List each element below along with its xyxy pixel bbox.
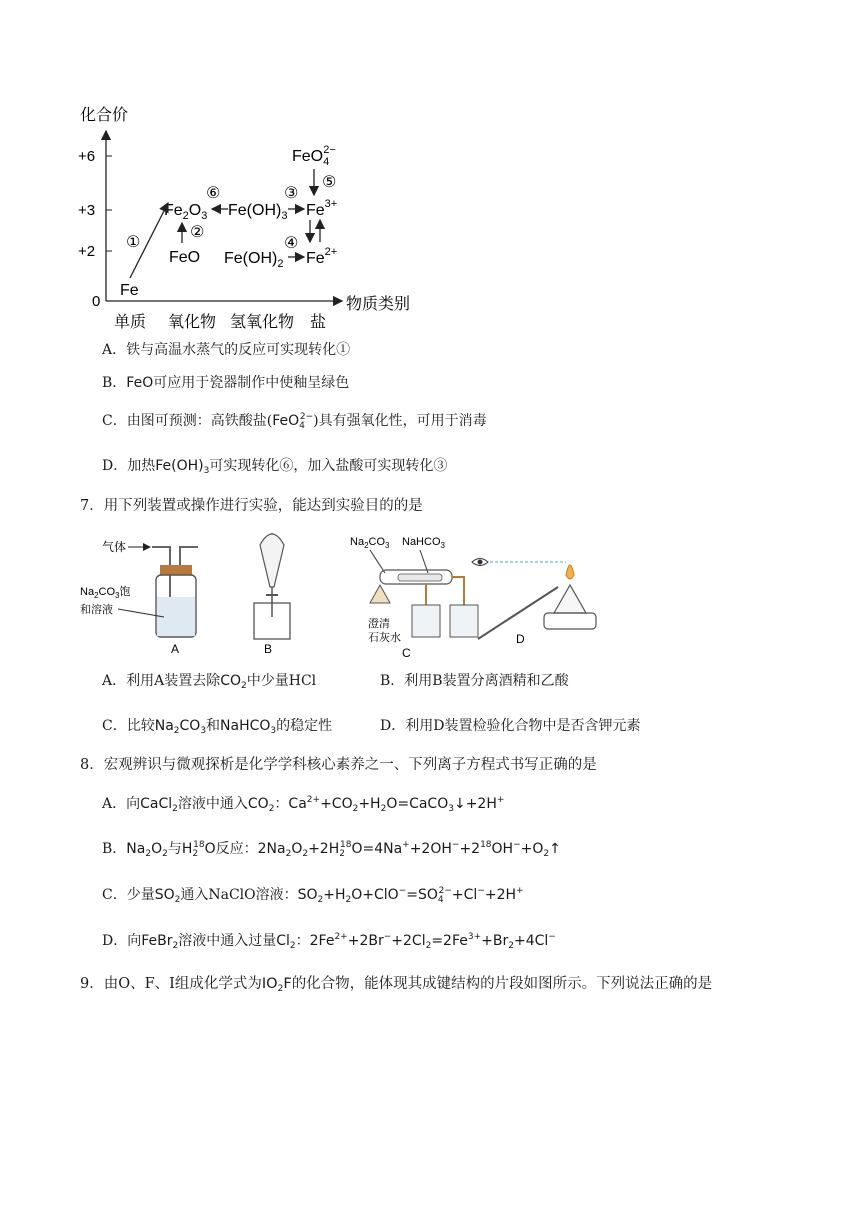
step-label-4: ④ <box>284 235 299 252</box>
step-label-3: ③ <box>284 185 299 202</box>
c-label-1: $Na_2CO_3$ <box>350 536 390 550</box>
c-label-2: NaHCO$_3$ <box>402 536 445 550</box>
category-salt: 盐 <box>310 314 327 330</box>
step-label-5: ⑤ <box>322 174 337 191</box>
limewater-label-2: 石灰水 <box>368 632 401 644</box>
apparatus-a-label: A <box>171 642 180 656</box>
species-feo: FeO <box>169 249 201 266</box>
species-fe: Fe <box>120 282 139 299</box>
apparatus-b-label: B <box>264 642 273 656</box>
q7-option-d: D．利用D装置检验化合物中是否含钾元素 <box>380 718 641 734</box>
species-feoh3: $Fe(OH)_3$ <box>228 202 288 222</box>
species-feo4: FeO$_4$2− <box>292 144 336 168</box>
q6-option-c: C．由图可预测：高铁酸盐(FeO$_4^{2-}$)具有强氧化性，可用于消毒 <box>102 412 487 431</box>
iron-valence-diagram <box>70 95 430 330</box>
apparatus-d-label: D <box>516 632 525 646</box>
q7-stem: 7．用下列装置或操作进行实验，能达到实验目的的是 <box>80 498 423 514</box>
limewater-label-1: 澄清 <box>368 618 390 630</box>
solution-label-2: 和溶液 <box>80 604 113 616</box>
category-oxide: 氧化物 <box>168 314 217 330</box>
q7-option-c: C．比较$Na_2CO_3$和NaHCO$_3$的稳定性 <box>102 718 333 736</box>
solution-label-1: $Na_2CO_3$饱 <box>80 586 131 600</box>
q7-option-a: A．利用A装置去除$CO_2$中少量HCl <box>102 673 317 691</box>
x-axis-label: 物质类别 <box>346 296 411 313</box>
q8-option-b: B．$Na_2O_2$与$H_2^{18}O$反应：$2Na_2O_2+2H_2^{18}O=4Na^++2OH^-+2^{18}OH^-+O_2↑$ <box>102 840 561 859</box>
q8-option-c: C．少量$SO_2$通入NaClO溶液：$SO_2+H_2O+ClO^-=SO_4^{2-}+Cl^-+2H^+$ <box>102 886 524 905</box>
apparatus-c-label: C <box>402 646 411 660</box>
ytick-6: +6 <box>78 148 96 165</box>
q6-option-a: A．铁与高温水蒸气的反应可实现转化① <box>102 342 351 358</box>
q9-stem: 9．由O、F、I组成化学式为$IO_2F$的化合物，能体现其成键结构的片段如图所示。下列说法正确的是 <box>80 976 713 994</box>
ytick-0: 0 <box>92 293 101 310</box>
species-feoh2: $Fe(OH)_2$ <box>224 250 284 270</box>
step-label-6: ⑥ <box>206 185 221 202</box>
species-fe2: $Fe^{2+}$ <box>306 246 338 267</box>
step-label-1: ① <box>126 234 141 251</box>
category-hydroxide: 氢氧化物 <box>230 314 295 330</box>
gas-label: 气体 <box>102 540 127 554</box>
q6-option-b: B．FeO可应用于瓷器制作中使釉呈绿色 <box>102 375 350 391</box>
q7-option-b: B．利用B装置分离酒精和乙酸 <box>380 673 569 689</box>
y-axis-label: 化合价 <box>80 107 129 124</box>
species-fe3: $Fe^{3+}$ <box>306 198 338 219</box>
q8-option-a: A．向CaCl$_2$溶液中通入$CO_2$：$Ca^{2+}+CO_2+H_2O=CaCO_3↓+2H^+$ <box>102 795 505 814</box>
q8-option-d: D．向FeBr$_2$溶液中通入过量$Cl_2$：$2Fe^{2+}+2Br^-+2Cl_2=2Fe^{3+}+Br_2+4Cl^-$ <box>102 932 556 951</box>
q6-option-d: D．加热$Fe(OH)_3$可实现转化⑥，加入盐酸可实现转化③ <box>102 458 448 476</box>
category-element: 单质 <box>114 314 147 330</box>
q8-stem: 8．宏观辨识与微观探析是化学学科核心素养之一、下列离子方程式书写正确的是 <box>80 757 597 773</box>
q7-apparatus-figure <box>80 525 700 660</box>
species-fe2o3: $Fe_2O_3$ <box>164 202 208 222</box>
ytick-3: +3 <box>78 202 96 219</box>
step-label-2: ② <box>190 224 205 241</box>
ytick-2: +2 <box>78 243 96 260</box>
